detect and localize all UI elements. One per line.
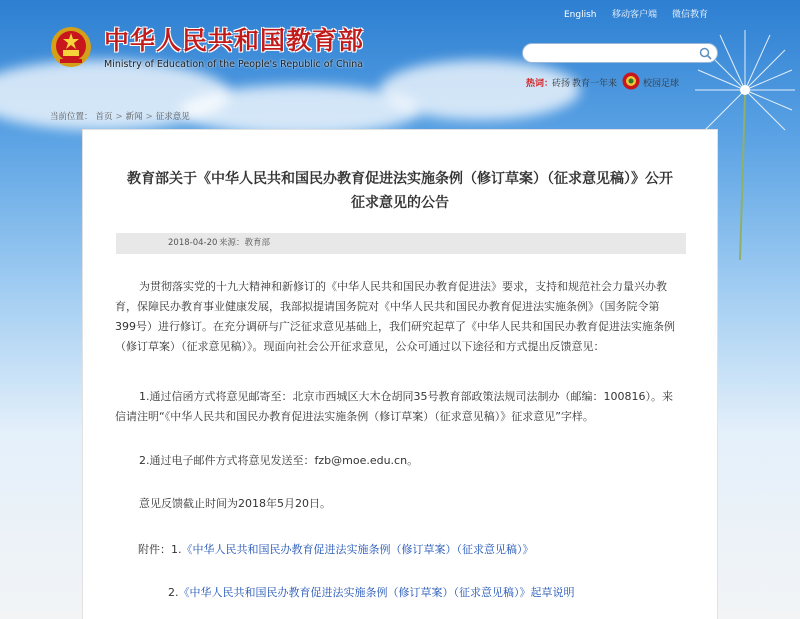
- search-icon[interactable]: [699, 47, 712, 60]
- article-paragraph: 1.通过信函方式将意见邮寄至：北京市西城区大木仓胡同35号教育部政策法规司法制办（邮编：100816）。来信请注明“《中华人民共和国民办教育促进法实施条例（修订草案）（征求意见稿）》征求意见”字样。: [115, 390, 673, 423]
- breadcrumb: 当前位置： 首页 > 新闻 > 征求意见: [50, 112, 190, 122]
- attachment-row: 附件：1.《中华人民共和国民办教育促进法实施条例（修订草案）（征求意见稿）》: [138, 543, 534, 556]
- breadcrumb-home[interactable]: 首页: [95, 112, 113, 122]
- mobile-client-link[interactable]: 移动客户端: [612, 10, 658, 20]
- hot-word-item[interactable]: 教育一年来: [572, 79, 618, 89]
- article-panel: [82, 129, 718, 619]
- search-box: [522, 43, 718, 63]
- search-input[interactable]: [533, 48, 697, 66]
- cloud-decoration: [380, 60, 580, 120]
- attachment-label: 附件：: [138, 543, 171, 556]
- site-title[interactable]: 中华人民共和国教育部: [104, 26, 365, 55]
- attachment-row: 2.《中华人民共和国民办教育促进法实施条例（修订草案）（征求意见稿）》起草说明: [168, 586, 575, 599]
- article-paragraph: 为贯彻落实党的十九大精神和新修订的《中华人民共和国民办教育促进法》要求，支持和规范社会力量兴办教育，保障民办教育事业健康发展，我部拟提请国务院对《中华人民共和国民办教育促进法实施条例》（国务院令第399号）进行修订。在充分调研与广泛征求意见基础上，我们研究起草了《中华人民共和国民办教育促进法实施条例（修订草案）（征求意见稿）》。现面向社会公开征求意见，公众可通过以下途径和方式提出反馈意见：: [115, 280, 675, 353]
- football-badge-icon: [622, 72, 640, 90]
- hot-word-item[interactable]: 砖扬: [552, 79, 571, 89]
- hot-word-item[interactable]: 校园足球: [643, 79, 680, 89]
- site-subtitle: Ministry of Education of the People's Republic of China: [104, 59, 364, 70]
- attachment-link-1[interactable]: 《中华人民共和国民办教育促进法实施条例（修订草案）（征求意见稿）》: [181, 543, 534, 556]
- attachment-link-2[interactable]: 《中华人民共和国民办教育促进法实施条例（修订草案）（征求意见稿）》起草说明: [178, 586, 575, 599]
- wechat-link[interactable]: 微信教育: [672, 10, 709, 20]
- national-emblem-icon: [50, 26, 92, 68]
- article-meta: [116, 233, 686, 254]
- article-title: 教育部关于《中华人民共和国民办教育促进法实施条例（修订草案）（征求意见稿）》公开 征求意见的公告: [127, 171, 673, 211]
- article-paragraph: 2.通过电子邮件方式将意见发送至：fzb@moe.edu.cn。: [139, 454, 419, 467]
- article-paragraph: 意见反馈截止时间为2018年5月20日。: [139, 497, 331, 510]
- hot-words-label: 热词：: [526, 79, 554, 89]
- english-link[interactable]: English: [564, 10, 597, 20]
- breadcrumb-news[interactable]: 新闻: [125, 112, 143, 122]
- article-source: 来源：教育部: [219, 238, 271, 248]
- breadcrumb-current[interactable]: 征求意见: [155, 112, 190, 122]
- publish-date: 2018-04-20: [168, 238, 218, 248]
- breadcrumb-prefix: 当前位置：: [50, 112, 93, 122]
